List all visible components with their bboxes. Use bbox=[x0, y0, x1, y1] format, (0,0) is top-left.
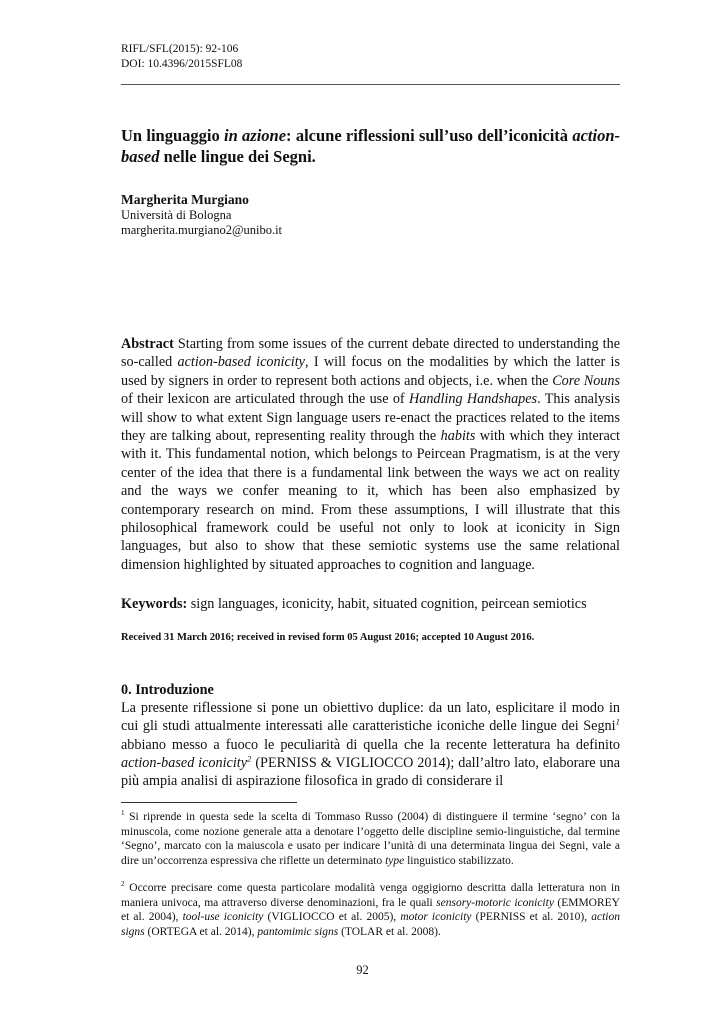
footnote-italic: action signs bbox=[121, 911, 620, 938]
intro-text: La presente riflessione si pone un obiettivo duplice: da un lato, esplicitare il modo in cui gli studi attualmente interessati alle caratteristiche iconiche delle lingue dei Segni bbox=[121, 700, 620, 735]
footnote-2 bbox=[121, 881, 620, 939]
abstract bbox=[121, 335, 620, 574]
footnote-text: (TOLAR et al. 2008). bbox=[338, 925, 441, 938]
author-name: Margherita Murgiano bbox=[121, 192, 249, 207]
running-header bbox=[121, 42, 242, 72]
footnote-text: (PERNISS et al. 2010), bbox=[471, 911, 592, 924]
footnote-italic: motor iconicity bbox=[400, 911, 472, 924]
title-text: : alcune riflessioni sull’uso dell’iconicità bbox=[286, 126, 573, 145]
title-italic: in azione bbox=[224, 126, 287, 145]
footnote-number: 2 bbox=[121, 880, 125, 889]
footnote-text: linguistico stabilizzato. bbox=[404, 854, 514, 867]
footnote-text: (EMMOREY et al. 2004), bbox=[121, 896, 620, 924]
abstract-text: , I will focus on the modalities by which the latter is used by signers in order to represent both actions and objects, i.e. when the bbox=[121, 354, 620, 389]
received-dates: Received 31 March 2016; received in revised form 05 August 2016; accepted 10 August 2016. bbox=[121, 632, 535, 643]
footnote-ref[interactable]: 1 bbox=[615, 716, 620, 727]
page-number: 92 bbox=[356, 963, 369, 977]
footnote-text: (VIGLIOCCO et al. 2005), bbox=[263, 911, 401, 924]
doi: DOI: 10.4396/2015SFL08 bbox=[121, 58, 243, 70]
title-text: nelle lingue dei Segni. bbox=[159, 147, 316, 166]
footnote-1 bbox=[121, 810, 620, 868]
abstract-label: Abstract bbox=[121, 336, 174, 352]
abstract-text: with which they interact with it. This fundamental notion, which belongs to Peircean Pragmatism, is at the very center of the idea that there is a fundamental link between the ways we act on reality and the ways we confer meaning to it, which has been also emphasized by contemporary research on mind. From these assumptions, I will illustrate that this philosophical framework could be useful not only to look at iconicity in Sign languages, but also to show that these semiotic systems use the same relational dimension highlighted by situated approaches to cognition and language bbox=[121, 428, 621, 573]
footnote-text: Si riprende in questa sede la scelta di Tommaso Russo (2004) di distinguere il termine ‘segno’ con la minuscola, come nozione generale atta a denotare l’oggetto delle discipline semio-linguistiche, dal termine ‘Segno’, marcato con la maiuscola e usato per indicare l’unità di una determinata lingua dei Segni, vale a dire un’occorrenza espressiva che riflette un determinato bbox=[121, 811, 620, 867]
section-heading: 0. Introduzione bbox=[121, 682, 214, 698]
title-italic: action-based bbox=[121, 126, 620, 166]
article-title bbox=[121, 125, 620, 167]
intro-italic: action-based iconicity bbox=[121, 754, 248, 771]
author-email: margherita.murgiano2@unibo.it bbox=[121, 223, 283, 237]
journal-citation: RIFL/SFL(2015): 92-106 bbox=[121, 43, 239, 55]
footnote-italic: tool-use iconicity bbox=[182, 911, 264, 924]
abstract-end: . bbox=[531, 556, 536, 573]
abstract-italic: Handling Handshapes bbox=[409, 391, 538, 408]
footnote-number: 1 bbox=[121, 809, 125, 818]
keywords-label: Keywords: bbox=[121, 596, 188, 612]
intro-text: abbiano messo a fuoco le peculiarità di quella che la recente letteratura ha definito bbox=[121, 736, 620, 753]
footnote-italic: pantomimic signs bbox=[257, 925, 339, 938]
intro-paragraph bbox=[121, 699, 620, 790]
abstract-italic: action-based iconicity bbox=[177, 354, 305, 371]
author-affiliation: Università di Bologna bbox=[121, 207, 232, 222]
footnote-italic: type bbox=[385, 854, 405, 867]
footnote-ref[interactable]: 2 bbox=[247, 753, 252, 764]
abstract-text: . This analysis will show to what extent Sign language users re-enact the practices related to the items they are talking about, representing reality through the bbox=[121, 391, 620, 445]
keywords bbox=[121, 595, 620, 613]
keywords-text: sign languages, iconicity, habit, situated cognition, peircean semiotics bbox=[187, 596, 587, 612]
author-block bbox=[121, 192, 282, 239]
intro-text: (PERNISS & VIGLIOCCO 2014); dall’altro lato, elaborare una più ampia analisi di aspirazione filosofica in grado di considerare il bbox=[121, 754, 620, 790]
abstract-italic: Core Nouns bbox=[552, 372, 620, 389]
title-text: Un linguaggio bbox=[121, 126, 224, 145]
footnote-text: Occorre precisare come questa particolare modalità venga oggigiorno descritta dalla letteratura non in maniera univoca, ma attraverso diverse denominazioni, fra le quali bbox=[121, 882, 620, 909]
footnote-text: (ORTEGA et al. 2014), bbox=[144, 925, 258, 938]
footnote-divider bbox=[121, 802, 297, 803]
header-divider bbox=[121, 84, 620, 85]
footnote-italic: sensory-motoric iconicity bbox=[436, 896, 554, 909]
abstract-text: Starting from some issues of the current debate directed to understanding the so-called bbox=[121, 336, 620, 371]
abstract-italic: habits bbox=[440, 428, 476, 445]
abstract-text: of their lexicon are articulated through the use of bbox=[121, 391, 409, 408]
